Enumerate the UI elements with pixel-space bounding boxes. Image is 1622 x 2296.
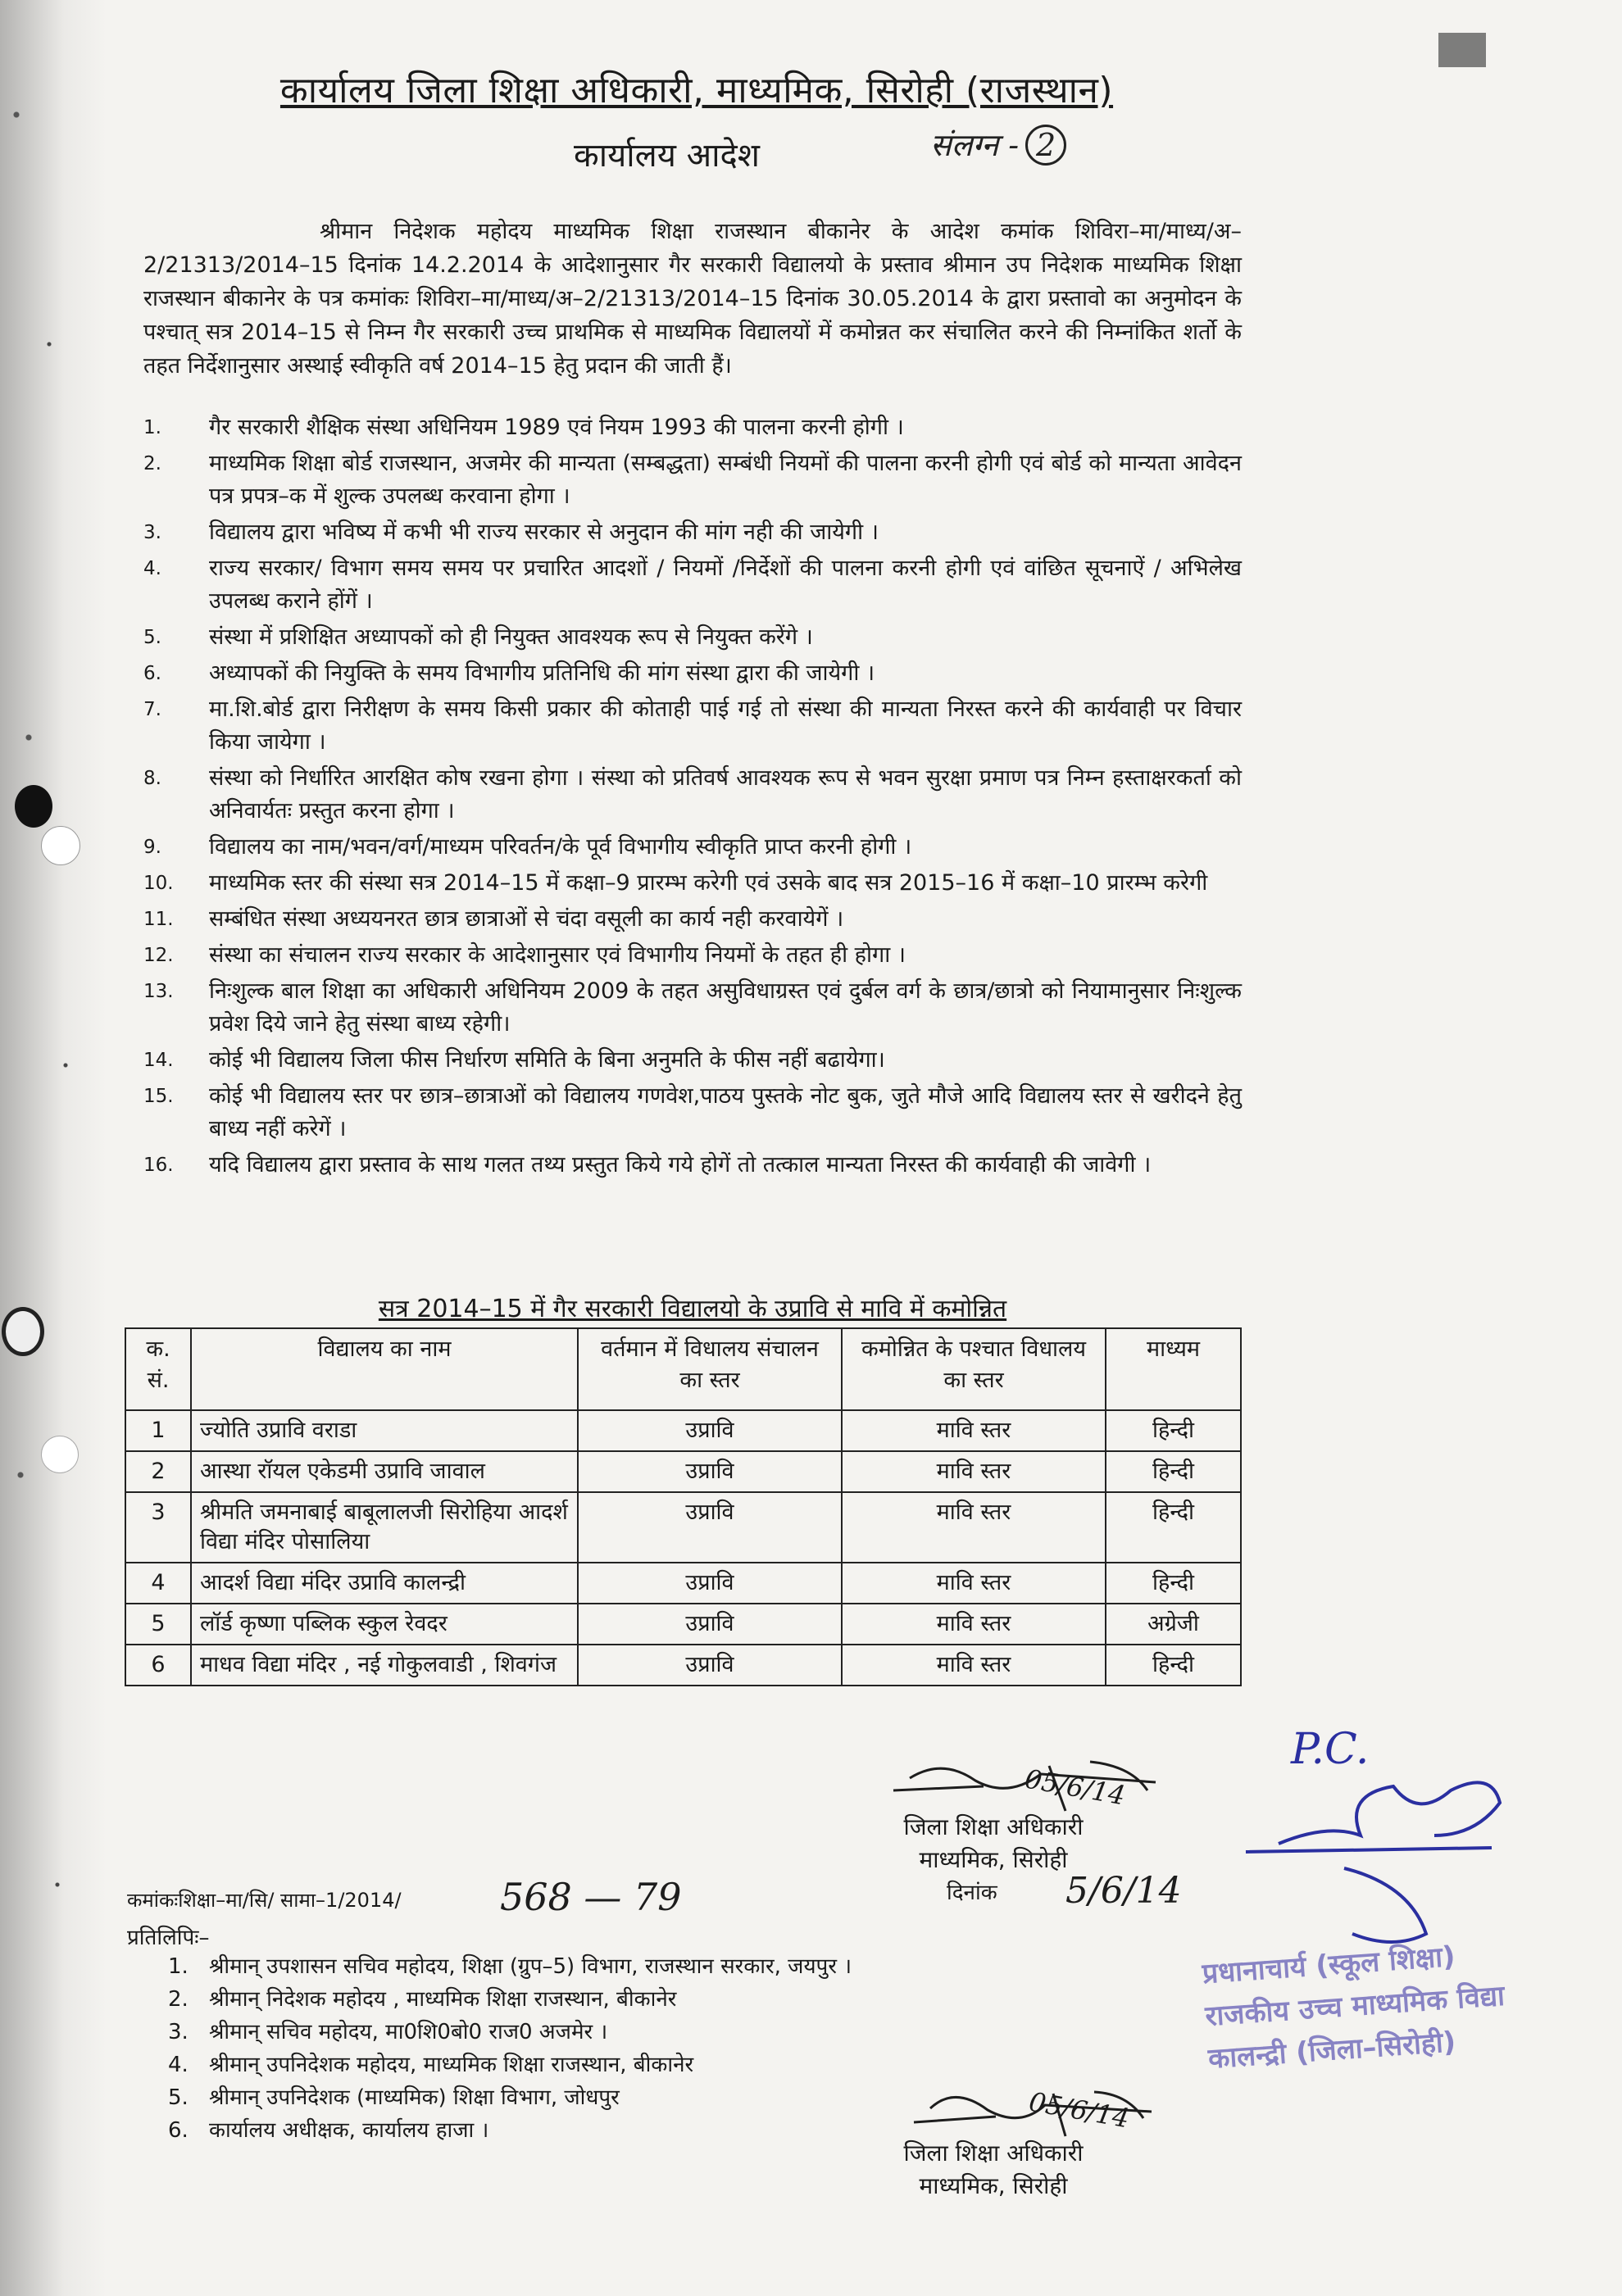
signature-2-office: माध्यमिक, सिरोही: [919, 2172, 1068, 2199]
condition-item: 7. मा.शि.बोर्ड द्वारा निरीक्षण के समय किसी प्रकार की कोताही पाई गई तो संस्था की मान्यता निरस्त करने की कार्यवाही पर विचार किया जायेगा ।: [143, 697, 1242, 755]
intro-paragraph: [143, 215, 1242, 383]
header-upgraded-level: कमोन्नित के पश्चात विधालय का स्तर: [842, 1328, 1106, 1410]
list-item: 4. श्रीमान् उपनिदेशक महोदय, माध्यमिक शिक्षा राजस्थान, बीकानेर: [168, 2053, 694, 2077]
schools-table: [125, 1327, 1242, 1686]
signature-1-office: माध्यमिक, सिरोही: [919, 1846, 1068, 1873]
reference-handwritten-number: 568 — 79: [500, 1875, 682, 1919]
copy-to-heading: प्रतिलिपिः–: [127, 1926, 210, 1950]
punch-hole-3: [2, 1307, 44, 1356]
date-label: दिनांक: [947, 1881, 997, 1905]
intro-text: श्रीमान निदेशक महोदय माध्यमिक शिक्षा राजस्थान बीकानेर के आदेश कमांक शिविरा–मा/माध्य/अ–2/21313/2014–15 दिनांक 14.2.2014 के आदेशानुसार गैर सरकारी विद्यालयो के प्रस्ताव श्रीमान उप निदेशक माध्यमिक शिक्षा राजस्थान बीकानेर के पत्र कमांकः शिविरा–मा/माध्य/अ–2/21313/2014–15 दिनांक 30.05.2014 के द्वारा प्रस्तावो का अनुमोदन के पश्चात् सत्र 2014–15 से निम्न गैर सरकारी उच्च प्राथमिक से माध्यमिक विद्यालयों में कमोन्नत कर संचालित करने की निम्नांकित शर्तो के तहत निर्देशानुसार अस्थाई स्वीकृति वर्ष 2014–15 हेतु प्रदान की जाती हैं।: [143, 219, 1242, 379]
stamp-line-1: प्रधानाचार्य (स्कूल शिक्षा): [1201, 1940, 1456, 1991]
condition-item: 1. गैर सरकारी शैक्षिक संस्था अधिनियम 1989 एवं नियम 1993 की पालना करनी होगी ।: [143, 415, 904, 440]
header-school-name: विद्यालय का नाम: [191, 1328, 578, 1410]
table-row: 4 आदर्श विद्या मंदिर उप्रावि कालन्द्री उप्रावि मावि स्तर हिन्दी: [125, 1563, 1241, 1604]
scan-corner-mark: [1438, 33, 1486, 67]
condition-item: 16. यदि विद्यालय द्वारा प्रस्ताव के साथ गलत तथ्य प्रस्तुत किये गये होगें तो तत्काल मान्यता निरस्त की कार्यवाही की जावेगी ।: [143, 1152, 1152, 1177]
signature-1-handwritten-date: 05/6/14: [1022, 1763, 1128, 1812]
table-row: 1 ज्योति उप्रावि वराडा उप्रावि मावि स्तर हिन्दी: [125, 1410, 1241, 1451]
stamp-line-2: राजकीय उच्च माध्यमिक विद्या: [1204, 1979, 1506, 2034]
conditions-list: [143, 411, 1242, 1185]
condition-item: 4. राज्य सरकार/ विभाग समय समय पर प्रचारित आदशों / नियमों /निर्देशों की पालना करनी होगी एवं वांछित सूचनाऐं / अभिलेख उपलब्ध कराने होंगें ।: [143, 556, 1242, 614]
header-medium: माध्यम: [1106, 1328, 1241, 1410]
header-current-level: वर्तमान में विधालय संचालन का स्तर: [578, 1328, 842, 1410]
condition-item: 10. माध्यमिक स्तर की संस्था सत्र 2014–15 में कक्षा–9 प्रारम्भ करेगी एवं उसके बाद सत्र 2015–16 में कक्षा–10 प्रारम्भ करेगी: [143, 870, 1208, 896]
enclosure-number: 2: [1025, 125, 1066, 166]
list-item: 5. श्रीमान् उपनिदेशक (माध्यमिक) शिक्षा विभाग, जोधपुर: [168, 2085, 620, 2110]
condition-item: 2. माध्यमिक शिक्षा बोर्ड राजस्थान, अजमेर की मान्यता (सम्बद्धता) सम्बंधी नियमों की पालना करनी होगी एवं बोर्ड को मान्यता आवेदन पत्र प्रपत्र–क में शुल्क उपलब्ध करवाना होगा ।: [143, 451, 1242, 509]
table-row: 3 श्रीमति जमनाबाई बाबूलालजी सिरोहिया आदर्श विद्या मंदिर पोसालिया उप्रावि मावि स्तर हिन्दी: [125, 1492, 1241, 1563]
table-row: 5 लॉर्ड कृष्णा पब्लिक स्कुल रेवदर उप्रावि मावि स्तर अग्रेजी: [125, 1604, 1241, 1645]
condition-item: 8. संस्था को निर्धारित आरक्षित कोष रखना होगा । संस्था को प्रतिवर्ष आवश्यक रूप से भवन सुरक्षा प्रमाण पत्र निम्न हस्ताक्षरकर्ता को अनिवार्यतः प्रस्तुत करना होगा ।: [143, 765, 1242, 824]
order-title: कार्यालय आदेश: [574, 137, 760, 175]
scan-edge-noise: [0, 0, 107, 2296]
table-row: 2 आस्था रॉयल एकेडमी उप्रावि जावाल उप्रावि मावि स्तर हिन्दी: [125, 1451, 1241, 1492]
condition-item: 15. कोई भी विद्यालय स्तर पर छात्र–छात्राओं को विद्यालय गणवेश,पाठय पुस्तके नोट बुक, जुते मौजे आदि विद्यालय स्तर से खरीदने हेतु बाध्य नहीं करेगें ।: [143, 1083, 1242, 1141]
table-header-row: [125, 1328, 1241, 1410]
condition-item: 5. संस्था में प्रशिक्षित अध्यापकों को ही नियुक्त आवश्यक रूप से नियुक्त करेंगे ।: [143, 624, 813, 650]
condition-item: 12. संस्था का संचालन राज्य सरकार के आदेशानुसार एवं विभागीय नियमों के तहत ही होगा ।: [143, 942, 906, 968]
list-item: 3. श्रीमान् सचिव महोदय, मा0शि0बो0 राज0 अजमेर ।: [168, 2020, 608, 2044]
table-row: 6 माधव विद्या मंदिर , नई गोकुलवाडी , शिवगंज उप्रावि मावि स्तर हिन्दी: [125, 1645, 1241, 1686]
signature-block-2: [887, 2137, 1100, 2203]
table-title: सत्र 2014–15 में गैर सरकारी विद्यालयो के उप्रावि से मावि में कमोन्नित: [378, 1295, 1007, 1323]
office-title: कार्यालय जिला शिक्षा अधिकारी, माध्यमिक, सिरोही (राजस्थान): [279, 70, 1114, 111]
signature-block-1: [887, 1811, 1100, 1876]
punch-hole-1: [15, 785, 52, 828]
header-serial: क. सं.: [125, 1328, 191, 1410]
list-item: 2. श्रीमान् निदेशक महोदय , माध्यमिक शिक्षा राजस्थान, बीकानेर: [168, 1987, 677, 2012]
signature-2-designation: जिला शिक्षा अधिकारी: [903, 2139, 1084, 2167]
condition-item: 3. विद्यालय द्वारा भविष्य में कभी भी राज्य सरकार से अनुदान की मांग नही की जायेगी ।: [143, 520, 879, 545]
signature-1-designation: जिला शिक्षा अधिकारी: [903, 1813, 1084, 1840]
handwritten-note: P.C.: [1291, 1725, 1370, 1774]
condition-item: 14. कोई भी विद्यालय जिला फीस निर्धारण समिति के बिना अनुमति के फीस नहीं बढायेगा।: [143, 1047, 885, 1073]
condition-item: 13. निःशुल्क बाल शिक्षा का अधिकारी अधिनियम 2009 के तहत असुविधाग्रस्त एवं दुर्बल वर्ग के छात्र/छात्रो को नियामानुसार निःशुल्क प्रवेश दिये जाने हेतु संस्था बाध्य रहेगी।: [143, 978, 1242, 1037]
enclosure-note: [930, 123, 1066, 166]
condition-item: 11. सम्बंधित संस्था अध्ययनरत छात्र छात्राओं से चंदा वसूली का कार्य नही करवायेगें ।: [143, 906, 844, 932]
enclosure-label: संलग्न -: [930, 127, 1020, 163]
condition-item: 6. अध्यापकों की नियुक्ति के समय विभागीय प्रतिनिधि की मांग संस्था द्वारा की जायेगी ।: [143, 660, 875, 686]
handwritten-date: 5/6/14: [1065, 1870, 1182, 1912]
list-item: 6. कार्यालय अधीक्षक, कार्यालय हाजा ।: [168, 2118, 489, 2143]
reference-number: कमांकःशिक्षा–मा/सि/ सामा–1/2014/: [127, 1889, 402, 1912]
stamp-line-3: कालन्द्री (जिला–सिरोही): [1206, 2025, 1457, 2076]
list-item: 1. श्रीमान् उपशासन सचिव महोदय, शिक्षा (ग्रुप–5) विभाग, राजस्थान सरकार, जयपुर ।: [168, 1954, 852, 1979]
punch-hole-2: [41, 826, 80, 865]
punch-hole-4: [41, 1436, 79, 1473]
condition-item: 9. विद्यालय का नाम/भवन/वर्ग/माध्यम परिवर्तन/के पूर्व विभागीय स्वीकृति प्राप्त करनी होगी ।: [143, 834, 912, 860]
signature-2-handwritten-date: 05/6/14: [1026, 2085, 1132, 2135]
